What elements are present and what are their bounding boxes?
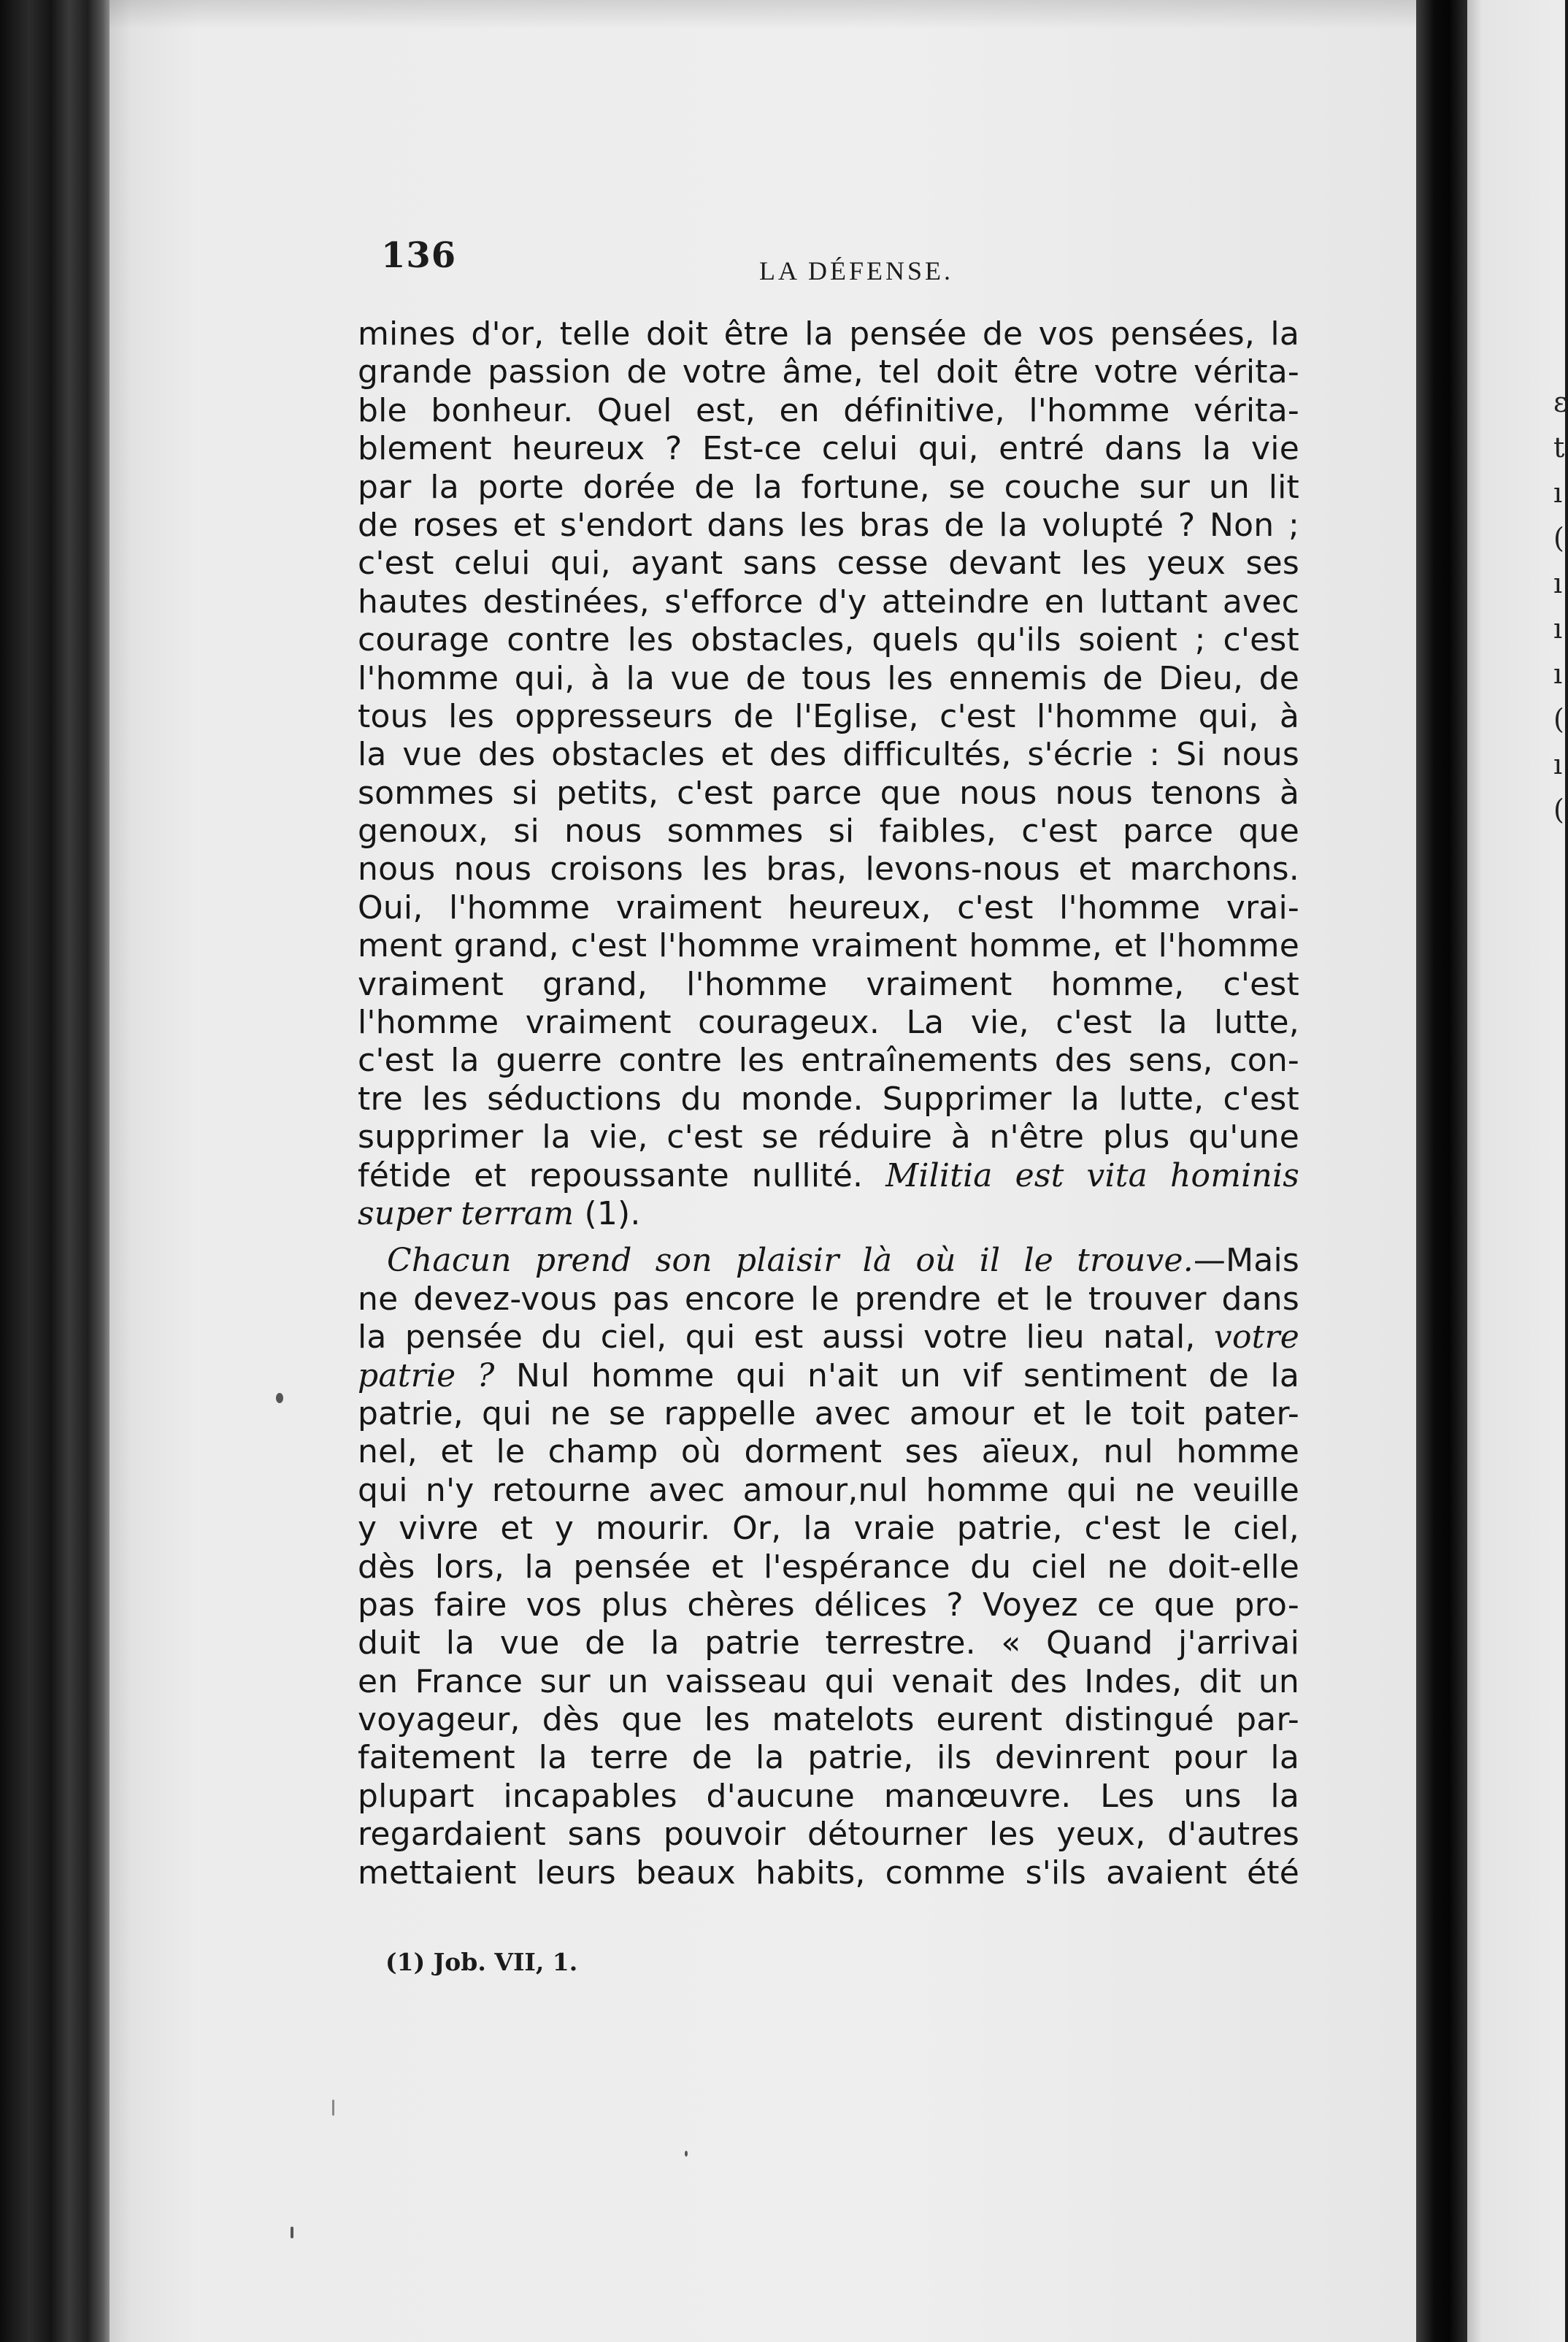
text-line: c'est la guerre contre les entraînements des sens, con- [358, 1042, 1299, 1080]
text-line: regardaient sans pouvoir détourner les yeux, d'autres [358, 1816, 1299, 1854]
book-gutter-right [1416, 0, 1467, 2342]
text-run: —Mais [1193, 1242, 1299, 1280]
text-line: nous nous croisons les bras, levons-nous et marchons. [358, 851, 1299, 888]
facing-glyph: ε [1553, 386, 1568, 418]
text-line: vraiment grand, l'homme vraiment homme, c'est [358, 965, 1299, 1003]
text-line: ne devez-vous pas encore le prendre et le trouver dans [358, 1280, 1299, 1318]
text-line: genoux, si nous sommes si faibles, c'est parce que [358, 813, 1299, 851]
paper-speck [291, 2227, 293, 2238]
text-line: la vue des obstacles et des difficultés, s'écrie : Si nous [358, 736, 1299, 774]
text-run: Nul homme qui n'ait un vif sentiment de la [494, 1356, 1299, 1394]
text-line [358, 1357, 1299, 1395]
italic-quote: Chacun prend son plaisir là où il le trouve. [387, 1242, 1194, 1280]
facing-page-text-fragments [1553, 380, 1568, 832]
text-line [358, 1242, 1299, 1280]
facing-glyph: ı [1553, 567, 1563, 599]
text-line: patrie, qui ne se rappelle avec amour et le toit pater- [358, 1394, 1299, 1432]
text-line: mettaient leurs beaux habits, comme s'ils avaient été [358, 1854, 1299, 1892]
latin-quotation: Militia est vita hominis [885, 1156, 1299, 1194]
text-line: l'homme vraiment courageux. La vie, c'est la lutte, [358, 1004, 1299, 1042]
text-line: courage contre les obstacles, quels qu'ils soient ; c'est [358, 621, 1299, 659]
text-line: faitement la terre de la patrie, ils devinrent pour la [358, 1739, 1299, 1777]
paragraph-2 [358, 1242, 1299, 1892]
paper-speck [276, 1393, 283, 1403]
text-line: supprimer la vie, c'est se réduire à n'être plus qu'une [358, 1118, 1299, 1156]
facing-glyph: ( [1553, 522, 1564, 554]
running-title: LA DÉFENSE. [759, 256, 954, 285]
text-line: sommes si petits, c'est parce que nous nous tenons à [358, 774, 1299, 812]
facing-glyph: ı [1553, 477, 1563, 509]
paper-speck [332, 2100, 334, 2116]
text-line: de roses et s'endort dans les bras de la volupté ? Non ; [358, 506, 1299, 544]
text-line: mines d'or, telle doit être la pensée de vos pensées, la [358, 315, 1299, 353]
text-line: grande passion de votre âme, tel doit être votre vérita- [358, 353, 1299, 391]
text-line [358, 1318, 1299, 1356]
text-line: dès lors, la pensée et l'espérance du ciel ne doit-elle [358, 1548, 1299, 1586]
body-text [358, 315, 1299, 1892]
text-line: hautes destinées, s'efforce d'y atteindre en luttant avec [358, 583, 1299, 621]
text-line: ble bonheur. Quel est, en définitive, l'homme vérita- [358, 391, 1299, 429]
text-line: qui n'y retourne avec amour,nul homme qui ne veuille [358, 1471, 1299, 1509]
facing-glyph: ı [1553, 748, 1563, 780]
book-binding-left [0, 0, 109, 2342]
text-line: c'est celui qui, ayant sans cesse devant les yeux ses [358, 545, 1299, 583]
facing-glyph: ( [1553, 794, 1564, 826]
page-number: 136 [381, 235, 457, 276]
text-line: Oui, l'homme vraiment heureux, c'est l'homme vrai- [358, 888, 1299, 926]
page-top-shadow [109, 0, 1416, 29]
text-line: tous les oppresseurs de l'Eglise, c'est l'homme qui, à [358, 697, 1299, 735]
text-line: ment grand, c'est l'homme vraiment homme, et l'homme [358, 927, 1299, 965]
footnote-reference: (1). [574, 1194, 641, 1232]
text-line: l'homme qui, à la vue de tous les ennemis de Dieu, de [358, 659, 1299, 697]
text-line: en France sur un vaisseau qui venait des Indes, dit un [358, 1662, 1299, 1700]
text-line [358, 1157, 1299, 1195]
text-line: nel, et le champ où dorment ses aïeux, nul homme [358, 1433, 1299, 1471]
paragraph-1 [358, 315, 1299, 1233]
latin-quotation: super terram [358, 1194, 574, 1232]
footnote: (1) Job. VII, 1. [385, 1948, 578, 1976]
text-line [358, 1195, 1299, 1233]
italic-word: votre [1213, 1318, 1299, 1356]
text-run: fétide et repoussante nullité. [358, 1156, 886, 1194]
facing-page-edge [1467, 0, 1568, 2342]
text-line: y vivre et y mourir. Or, la vraie patrie, c'est le ciel, [358, 1510, 1299, 1548]
text-line: tre les séductions du monde. Supprimer la lutte, c'est [358, 1080, 1299, 1118]
facing-glyph: ı [1553, 658, 1563, 690]
text-line: plupart incapables d'aucune manœuvre. Les uns la [358, 1777, 1299, 1815]
text-line: duit la vue de la patrie terrestre. « Quand j'arrivai [358, 1624, 1299, 1662]
paragraph-gap [358, 1233, 1299, 1242]
text-line: pas faire vos plus chères délices ? Voyez ce que pro- [358, 1586, 1299, 1624]
facing-glyph: ( [1553, 703, 1564, 735]
paper-speck [685, 2151, 688, 2157]
facing-glyph: ı [1553, 613, 1563, 645]
facing-glyph: t [1553, 431, 1565, 464]
text-line: voyageur, dès que les matelots eurent distingué par- [358, 1701, 1299, 1739]
text-line: par la porte dorée de la fortune, se couche sur un lit [358, 468, 1299, 506]
text-run: la pensée du ciel, qui est aussi votre lieu natal, [358, 1318, 1214, 1356]
italic-word: patrie ? [358, 1356, 495, 1394]
text-line: blement heureux ? Est-ce celui qui, entré dans la vie [358, 430, 1299, 468]
